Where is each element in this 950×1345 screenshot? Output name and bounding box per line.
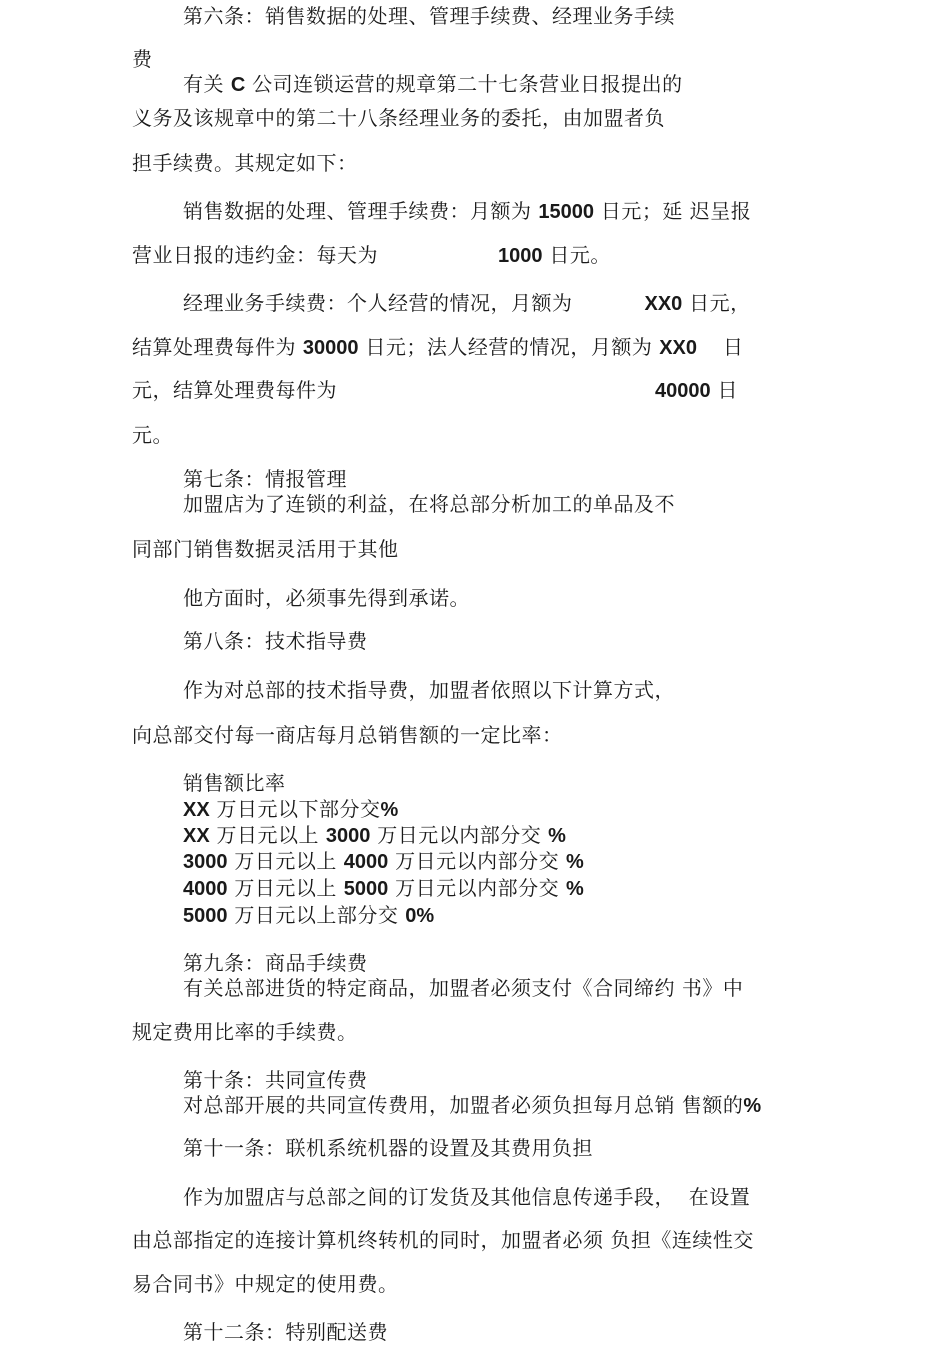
amount-value: 3000 [183, 851, 228, 873]
text-segment: 日元；延 迟呈报 [593, 199, 752, 223]
article11-line3: 易合同书》中规定的使用费。 [132, 1272, 399, 1296]
percent-value: 0% [405, 905, 435, 927]
text-segment: 结算处理费每件为 [132, 335, 303, 359]
text-segment: 元，结算处理费每件为 [132, 378, 337, 402]
article7-title: 第七条：情报管理 [183, 467, 347, 491]
amount-value: 15000 [538, 201, 594, 223]
article6-p3-line4: 元。 [132, 423, 173, 447]
text-segment: 日 [710, 378, 738, 402]
article7-line1: 加盟店为了连锁的利益，在将总部分析加工的单品及不 [183, 492, 675, 516]
amount-value: 5000 [343, 878, 389, 900]
article8-title: 第八条：技术指导费 [183, 629, 368, 653]
article11-line1: 作为加盟店与总部之间的订发货及其他信息传递手段， 在设置 [183, 1185, 751, 1209]
article6-title-line2: 费 [132, 47, 153, 71]
amount-value: 3000 [325, 825, 371, 847]
text-segment: 日元， [682, 291, 751, 315]
article12-title: 第十二条：特别配送费 [183, 1320, 388, 1344]
text-segment: 公司连锁运营的规章第二十七条营业日报提出的 [245, 72, 683, 96]
article8-line1: 作为对总部的技术指导费，加盟者依照以下计算方式， [183, 678, 675, 702]
rate-row [183, 903, 434, 928]
rate-row [183, 876, 584, 901]
amount-value: 4000 [343, 851, 389, 873]
company-letter: C [230, 74, 246, 96]
article7-line2: 同部门销售数据灵活用于其他 [132, 537, 399, 561]
article10-line1 [183, 1093, 761, 1118]
article10-title: 第十条：共同宣传费 [183, 1068, 368, 1092]
article6-p3-line3 [132, 378, 738, 403]
text-segment: 万日元以上 [227, 849, 344, 873]
amount-value: 40000 [655, 380, 711, 402]
article6-title-line1: 第六条：销售数据的处理、管理手续费、经理业务手续 [183, 4, 675, 28]
amount-value: 5000 [183, 905, 228, 927]
article6-p1-line3: 担手续费。其规定如下： [132, 151, 358, 175]
rate-row [183, 849, 584, 874]
article9-line2: 规定费用比率的手续费。 [132, 1020, 358, 1044]
text-segment: 万日元以上 [227, 876, 344, 900]
amount-value: XX [183, 799, 210, 821]
amount-value: 30000 [302, 337, 359, 359]
text-segment: 营业日报的违约金：每天为 [132, 243, 378, 267]
article9-line1: 有关总部进货的特定商品，加盟者必须支付《合同缔约 书》中 [183, 976, 744, 1000]
text-segment: 经理业务手续费：个人经营的情况，月额为 [183, 291, 573, 315]
article6-p2-line1 [183, 199, 751, 224]
text-segment: 销售数据的处理、管理手续费：月额为 [183, 199, 539, 223]
article6-p3-line2 [132, 335, 744, 360]
amount-value: 4000 [183, 878, 228, 900]
article11-title: 第十一条：联机系统机器的设置及其费用负担 [183, 1136, 593, 1160]
amount-value: XX0 [644, 293, 683, 315]
article6-p3-line1 [183, 291, 751, 316]
text-segment: 万日元以上 [209, 823, 326, 847]
rate-table-title: 销售额比率 [183, 771, 286, 795]
percent-value: % [565, 878, 584, 900]
rate-row [183, 797, 398, 822]
text-segment: 万日元以内部分交 [388, 876, 566, 900]
text-segment: 日 [723, 335, 744, 359]
percent-value: % [565, 851, 584, 873]
text-segment: 日元。 [542, 243, 611, 267]
text-segment: 万日元以内部分交 [370, 823, 549, 847]
text-segment: 万日元以上部分交 [227, 903, 406, 927]
rate-row [183, 823, 566, 848]
article6-p2-line2 [132, 243, 611, 268]
text-segment: 对总部开展的共同宣传费用，加盟者必须负担每月总销 售额的 [183, 1093, 744, 1117]
text-segment: 万日元以内部分交 [388, 849, 566, 873]
text-segment: 万日元以下部分交 [209, 797, 381, 821]
percent-value: % [548, 825, 566, 847]
percent-value: % [380, 799, 399, 821]
article11-line2: 由总部指定的连接计算机终转机的同时，加盟者必须 负担《连续性交 [132, 1228, 754, 1252]
amount-value: 1000 [498, 245, 543, 267]
article6-p1-line1 [183, 72, 683, 97]
article8-line2: 向总部交付每一商店每月总销售额的一定比率： [132, 723, 563, 747]
text-segment: 日元；法人经营的情况，月额为 [358, 335, 660, 359]
article9-title: 第九条：商品手续费 [183, 951, 368, 975]
text-segment: 有关 [183, 72, 231, 96]
percent-value: % [743, 1095, 762, 1117]
article6-p1-line2: 义务及该规章中的第二十八条经理业务的委托，由加盟者负 [132, 106, 665, 130]
amount-value: XX0 [659, 337, 698, 359]
amount-value: XX [183, 825, 210, 847]
article7-line3: 他方面时，必须事先得到承诺。 [183, 586, 470, 610]
